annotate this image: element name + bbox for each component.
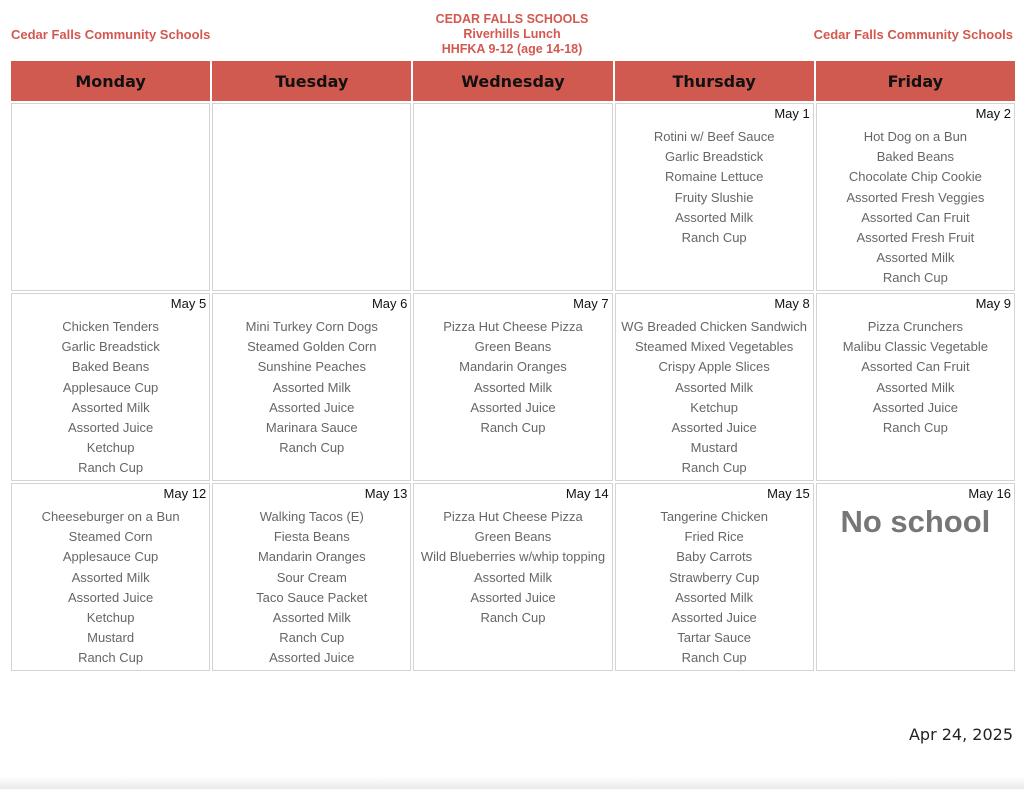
day-cell: [615, 293, 814, 481]
day-header-thursday: Thursday: [615, 61, 814, 101]
menu-item: Assorted Milk: [272, 379, 351, 395]
day-date: May 5: [170, 296, 207, 311]
day-date: May 14: [565, 486, 609, 501]
menu-item: Walking Tacos (E): [259, 509, 364, 524]
page-bottom-edge: [0, 777, 1024, 789]
menu-list: [12, 507, 209, 669]
menu-list: [414, 317, 611, 438]
menu-item: Wild Blueberries w/whip topping: [420, 549, 606, 565]
menu-item: Fruity Slushie: [674, 189, 754, 205]
district-name-left: Cedar Falls Community Schools: [11, 27, 211, 42]
menu-item: Assorted Fresh Veggies: [846, 189, 985, 205]
menu-item: Applesauce Cup: [62, 549, 159, 565]
menu-item: Romaine Lettuce: [665, 169, 764, 185]
day-date: [414, 104, 611, 122]
menu-item: Steamed Corn: [68, 529, 153, 545]
menu-item: Assorted Milk: [473, 379, 552, 395]
menu-item: Crispy Apple Slices: [658, 359, 770, 375]
menu-item: Baked Beans: [876, 149, 955, 165]
menu-list: [817, 317, 1014, 438]
menu-item: Assorted Juice: [269, 399, 355, 415]
menu-item: Assorted Can Fruit: [861, 359, 970, 375]
day-date: [213, 104, 410, 122]
day-cell: [212, 293, 411, 481]
menu-item: Assorted Juice: [470, 589, 556, 605]
day-cell: [11, 483, 210, 671]
menu-item: Assorted Juice: [67, 589, 154, 605]
menu-item: Marinara Sauce: [265, 420, 358, 436]
menu-item: Ranch Cup: [681, 460, 747, 476]
day-cell: [413, 103, 612, 291]
menu-item: Baked Beans: [71, 359, 150, 375]
menu-item: Fiesta Beans: [273, 529, 350, 545]
menu-item: Chicken Tenders: [62, 319, 159, 334]
menu-item: Assorted Milk: [675, 379, 754, 395]
menu-item: Ketchup: [690, 399, 738, 415]
week-row: [11, 293, 1015, 481]
menu-item: Assorted Juice: [470, 399, 556, 415]
day-header-monday: Monday: [11, 61, 210, 101]
day-cell: [413, 483, 612, 671]
day-cell: [11, 293, 210, 481]
day-cell: [816, 293, 1015, 481]
day-cell: [212, 103, 411, 291]
menu-item: Steamed Golden Corn: [247, 339, 377, 355]
menu-item: Green Beans: [474, 339, 552, 355]
menu-item: Assorted Juice: [269, 650, 355, 666]
menu-item: Mustard: [690, 440, 738, 456]
day-date: May 16: [968, 486, 1011, 501]
day-cell: [615, 103, 814, 291]
menu-item: Garlic Breadstick: [61, 339, 160, 355]
menu-item: Applesauce Cup: [62, 379, 159, 395]
menu-item: Assorted Juice: [67, 420, 154, 436]
menu-item: Green Beans: [474, 529, 552, 545]
menu-item: Assorted Juice: [872, 399, 958, 415]
menu-item: Assorted Milk: [71, 569, 150, 585]
menu-item: Ranch Cup: [681, 650, 747, 666]
day-date: May 7: [573, 296, 609, 311]
menu-item: Ranch Cup: [78, 460, 144, 476]
menu-item: Hot Dog on a Bun: [863, 129, 968, 144]
menu-item: Ranch Cup: [681, 230, 747, 246]
day-date: May 6: [371, 296, 408, 311]
menu-item: Ketchup: [86, 440, 135, 456]
menu-item: Assorted Juice: [671, 420, 757, 436]
menu-list: [213, 507, 410, 669]
day-date: May 12: [163, 486, 207, 501]
no-school-note: No school: [840, 504, 991, 539]
menu-item: Pizza Hut Cheese Pizza: [443, 319, 583, 334]
week-row: [11, 483, 1015, 671]
menu-item: Ranch Cup: [279, 440, 345, 456]
menu-item: Sour Cream: [276, 569, 347, 585]
day-cell: [816, 103, 1015, 291]
menu-item: Assorted Juice: [671, 610, 757, 626]
menu-list: [616, 127, 813, 248]
menu-item: WG Breaded Chicken Sandwich: [621, 319, 807, 334]
week-row: [11, 103, 1015, 291]
day-header-tuesday: Tuesday: [212, 61, 411, 101]
menu-item: Tartar Sauce: [677, 630, 751, 646]
menu-item: Cheeseburger on a Bun: [41, 509, 180, 524]
menu-item: Mustard: [87, 630, 135, 646]
menu-item: Ranch Cup: [480, 610, 546, 626]
menu-item: Malibu Classic Vegetable: [842, 339, 988, 355]
menu-title: CEDAR FALLS SCHOOLS: [435, 12, 589, 26]
menu-list: [12, 317, 209, 479]
day-cell: [413, 293, 612, 481]
menu-item: Taco Sauce Packet: [256, 589, 368, 605]
menu-item: Garlic Breadstick: [665, 149, 764, 165]
menu-item: Baby Carrots: [676, 549, 753, 565]
day-cell: [212, 483, 411, 671]
day-date: May 8: [774, 296, 810, 311]
menu-item: Pizza Hut Cheese Pizza: [443, 509, 583, 524]
menu-item: Assorted Milk: [876, 250, 955, 266]
menu-item: Assorted Milk: [876, 379, 955, 395]
day-date: May 13: [364, 486, 408, 501]
day-date: [12, 104, 209, 122]
day-header-wednesday: Wednesday: [413, 61, 612, 101]
menu-list: [414, 507, 611, 628]
day-cell: [11, 103, 210, 291]
day-header-friday: Friday: [816, 61, 1015, 101]
menu-item: Ranch Cup: [882, 420, 948, 436]
menu-item: Assorted Milk: [272, 610, 351, 626]
menu-subtitle: Riverhills Lunch: [463, 27, 561, 41]
menu-item: Strawberry Cup: [669, 569, 760, 585]
menu-item: Ranch Cup: [78, 650, 144, 666]
menu-item: Tangerine Chicken: [660, 509, 768, 524]
menu-item: Ranch Cup: [480, 420, 546, 436]
print-date: Apr 24, 2025: [908, 725, 1013, 744]
day-cell: [615, 483, 814, 671]
menu-item: Assorted Milk: [675, 209, 754, 225]
menu-item: Assorted Can Fruit: [861, 209, 970, 225]
menu-item: Ranch Cup: [279, 630, 345, 646]
weekday-header-row: [11, 61, 1015, 101]
menu-grade: HHFKA 9-12 (age 14-18): [441, 42, 583, 56]
menu-item: Ketchup: [86, 610, 135, 626]
menu-list: [616, 507, 813, 669]
day-date: May 1: [774, 106, 810, 121]
menu-item: Ranch Cup: [882, 270, 948, 286]
menu-item: Steamed Mixed Vegetables: [635, 339, 794, 355]
menu-item: Mini Turkey Corn Dogs: [245, 319, 378, 334]
menu-item: Assorted Fresh Fruit: [856, 230, 975, 246]
menu-item: Assorted Milk: [675, 589, 754, 605]
menu-item: Mandarin Oranges: [459, 359, 567, 375]
menu-list: [616, 317, 813, 479]
day-date: May 9: [975, 296, 1011, 311]
menu-item: Mandarin Oranges: [257, 549, 366, 565]
menu-item: Sunshine Peaches: [257, 359, 366, 375]
lunch-calendar: [9, 59, 1017, 673]
day-date: May 2: [975, 106, 1011, 121]
menu-item: Rotini w/ Beef Sauce: [653, 129, 775, 144]
menu-list: [213, 317, 410, 458]
menu-item: Assorted Milk: [71, 399, 150, 415]
menu-item: Assorted Milk: [473, 569, 552, 585]
menu-item: Pizza Crunchers: [867, 319, 964, 334]
district-name-right: Cedar Falls Community Schools: [813, 27, 1013, 42]
menu-item: Chocolate Chip Cookie: [848, 169, 982, 185]
day-cell: [816, 483, 1015, 671]
menu-item: Fried Rice: [684, 529, 744, 545]
menu-list: [817, 127, 1014, 289]
day-date: May 15: [767, 486, 810, 501]
